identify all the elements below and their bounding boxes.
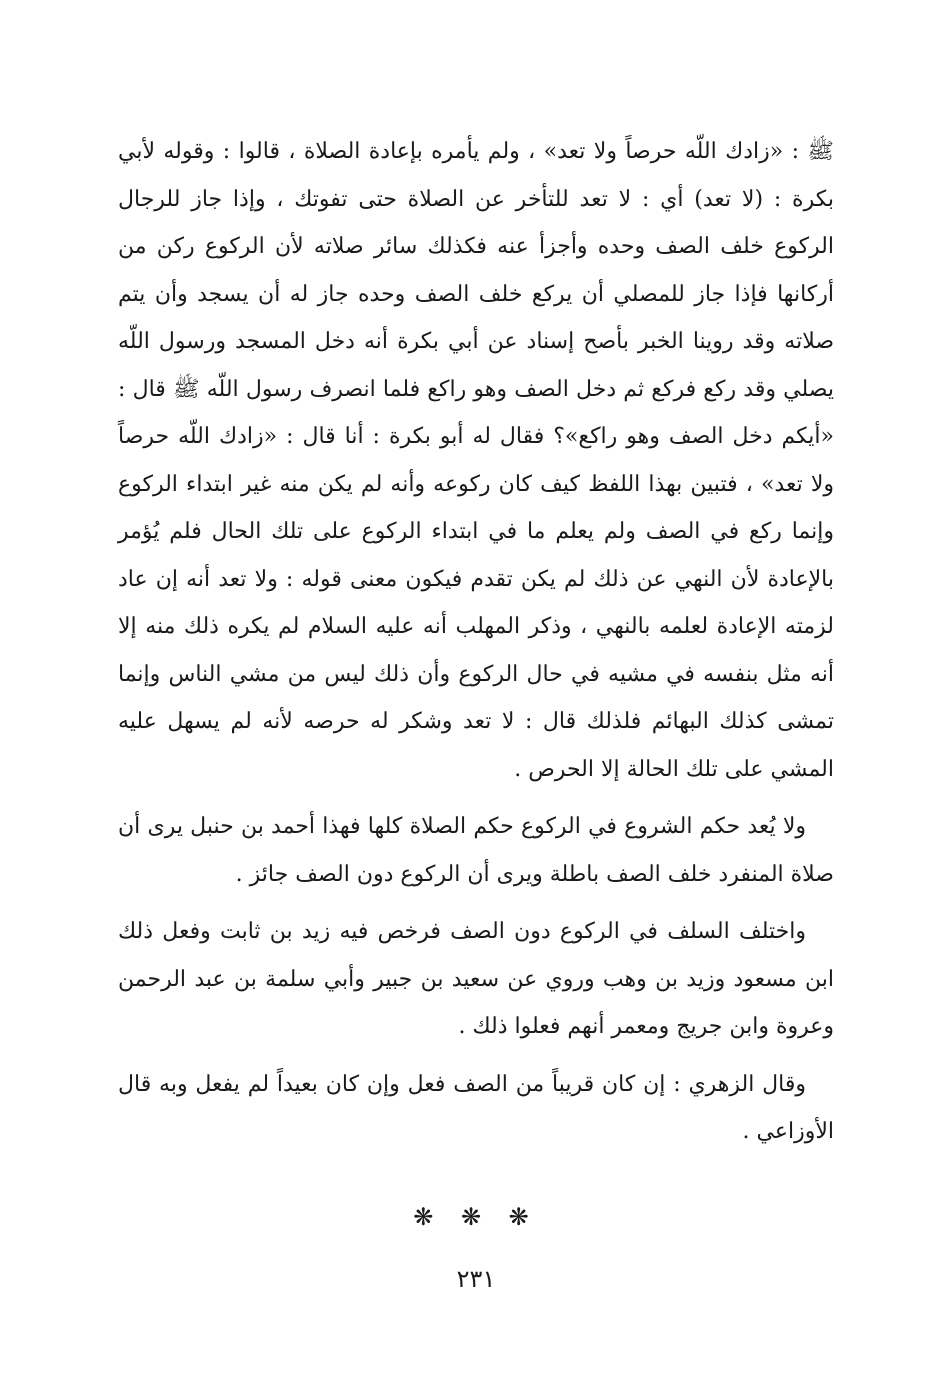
section-separator: ❋ ❋ ❋ [413,1203,539,1231]
paragraph-3: واختلف السلف في الركوع دون الصف فرخص فيه زيد بن ثابت وفعل ذلك ابن مسعود وزيد بن وهب وروي عن سعيد بن جبير وأبي سلمة بن عبد الرحمن وعروة وابن جريج ومعمر أنهم فعلوا ذلك . [118,919,834,1039]
paragraph-1: ﷺ : «زادك اللّه حرصاً ولا تعد» ، ولم يأمره بإعادة الصلاة ، قالوا : وقوله لأبي بكرة : (لا تعد) أي : لا تعد للتأخر عن الصلاة حتى تفوتك ، وإذا جاز للرجال الركوع خلف الصف وحده وأجزأ عنه فكذلك سائر صلاته لأن الركوع ركن من أركانها فإذا جاز للمصلي أن يركع خلف الصف وحده جاز له أن يسجد وأن يتم صلاته وقد روينا الخبر بأصح إسناد عن أبي بكرة أنه دخل المسجد ورسول اللّه يصلي وقد ركع فركع ثم دخل الصف وهو راكع فلما انصرف رسول اللّه ﷺ قال : «أيكم دخل الصف وهو راكع»؟ فقال له أبو بكرة : أنا قال : «زادك اللّه حرصاً ولا تعد» ، فتبين بهذا اللفظ كيف كان ركوعه وأنه لم يكن منه غير ابتداء الركوع وإنما ركع في الصف ولم يعلم ما في ابتداء الركوع على تلك الحال فلم يُؤمر بالإعادة لأن النهي عن ذلك لم يكن تقدم فيكون معنى قوله : ولا تعد أنه إن عاد لزمته الإعادة لعلمه بالنهي ، وذكر المهلب أنه عليه السلام لم يكره ذلك منه إلا أنه مثل بنفسه في مشيه في حال الركوع وأن ذلك ليس من مشي الناس وإنما تمشى كذلك البهائم فلذلك قال : لا تعد وشكر له حرصه لأنه لم يسهل عليه المشي على تلك الحالة إلا الحرص . [118,139,834,782]
paragraph-4: وقال الزهري : إن كان قريباً من الصف فعل وإن كان بعيداً لم يفعل وبه قال الأوزاعي . [118,1071,834,1144]
page-number: ٢٣١ [456,1265,496,1293]
page-body [118,128,834,1156]
paragraph-2: ولا يُعد حكم الشروع في الركوع حكم الصلاة كلها فهذا أحمد بن حنبل يرى أن صلاة المنفرد خلف الصف باطلة ويرى أن الركوع دون الصف جائز . [118,814,834,887]
